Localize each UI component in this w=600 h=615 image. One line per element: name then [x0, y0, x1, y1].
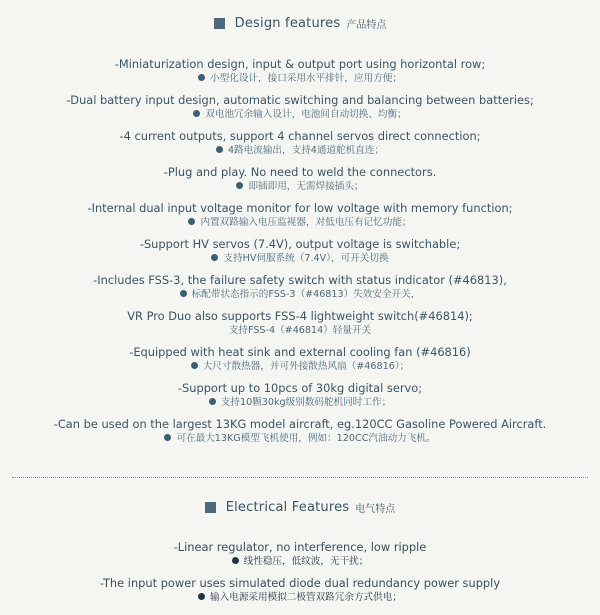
bullet-dot-icon	[198, 593, 205, 600]
feature-text-cn: 支持FSS-4（#46814）轻量开关	[228, 325, 372, 336]
feature-text-cn: 支持10颗30kg级别数码舵机同时工作；	[220, 397, 392, 408]
bullet-dot-icon	[164, 434, 171, 441]
feature-item	[178, 381, 422, 417]
feature-item	[119, 129, 480, 165]
feature-text-cn: 支持HV伺服系统（7.4V），可开关切换	[223, 253, 389, 264]
feature-text-en: -Plug and play. No need to weld the connectors.	[163, 165, 437, 179]
feature-text-cn: 可在最大13KG模型飞机使用，例如：120CC汽油动力飞机。	[176, 433, 436, 444]
square-bullet-icon	[205, 502, 216, 513]
feature-item	[127, 309, 472, 345]
bullet-dot-icon	[193, 110, 200, 117]
bullet-dot-icon	[198, 74, 205, 81]
bullet-dot-icon	[232, 557, 239, 564]
bullet-dot-icon	[180, 290, 187, 297]
feature-text-en: -Dual battery input design, automatic switching and balancing between batteries;	[66, 93, 534, 107]
feature-text-en: -Miniaturization design, input & output port using horizontal row;	[114, 57, 486, 71]
feature-text-en: VR Pro Duo also supports FSS-4 lightweight switch(#46814);	[127, 309, 473, 323]
feature-text-en: -Can be used on the largest 13KG model aircraft, eg.120CC Gasoline Powered Aircraft.	[53, 417, 547, 431]
design-features-title-cn: 产品特点	[346, 20, 387, 31]
feature-text-cn: 4路电流输出，支持4通道舵机直连；	[227, 145, 385, 156]
bullet-dot-icon	[188, 218, 195, 225]
feature-item	[87, 201, 512, 237]
feature-text-en: -Equipped with heat sink and external cooling fan (#46816)	[129, 345, 471, 359]
feature-text-cn: 小型化设计，接口采用水平排针，应用方便；	[210, 73, 402, 84]
electrical-features-title: Electrical Features	[225, 500, 350, 515]
feature-item	[54, 417, 547, 453]
feature-text-cn: 线性稳压，低纹波，无干扰；	[243, 556, 369, 567]
bullet-dot-icon	[216, 146, 223, 153]
feature-text-en: -Internal dual input voltage monitor for low voltage with memory function;	[87, 201, 513, 215]
feature-text-en: -Support up to 10pcs of 30kg digital servo;	[177, 381, 423, 395]
feature-item	[115, 57, 485, 93]
bullet-dot-icon	[211, 254, 218, 261]
feature-text-en: -Support HV servos (7.4V), output voltage is switchable;	[139, 237, 461, 251]
feature-item	[129, 345, 471, 381]
feature-item	[93, 273, 507, 309]
feature-text-en: -The input power uses simulated diode dual redundancy power supply	[99, 576, 501, 590]
feature-text-cn: 标配带状态指示的FSS-3（#46813）失效安全开关，	[191, 289, 421, 300]
feature-text-en: -4 current outputs, support 4 channel servos direct connection;	[119, 129, 481, 143]
electrical-features-header	[0, 500, 600, 515]
bullet-dot-icon	[191, 362, 198, 369]
square-bullet-icon	[214, 18, 225, 29]
electrical-features-list	[0, 540, 600, 612]
design-features-header	[0, 16, 600, 31]
feature-text-cn: 大尺寸散热器，并可外接散热风扇（#46816）；	[202, 361, 410, 372]
feature-item	[100, 576, 500, 612]
feature-item	[174, 540, 427, 576]
feature-text-cn: 双电池冗余输入设计，电池间自动切换、均衡；	[205, 109, 407, 120]
bullet-dot-icon	[236, 182, 243, 189]
feature-text-en: -Includes FSS-3, the failure safety switch with status indicator (#46813),	[93, 273, 507, 287]
dotted-divider	[12, 477, 588, 478]
design-features-title: Design features	[234, 16, 341, 31]
feature-text-en: -Linear regulator, no interference, low ripple	[173, 540, 427, 554]
bullet-dot-icon	[209, 398, 216, 405]
feature-text-cn: 即插即用，无需焊接插头；	[248, 181, 364, 192]
feature-item	[164, 165, 437, 201]
feature-item	[66, 93, 534, 129]
design-features-list	[0, 57, 600, 453]
feature-text-cn: 输入电源采用模拟二极管双路冗余方式供电；	[210, 592, 402, 603]
feature-item	[140, 237, 460, 273]
electrical-features-title-cn: 电气特点	[355, 504, 396, 515]
feature-text-cn: 内置双路输入电压监视器，对低电压有记忆功能；	[200, 217, 412, 228]
